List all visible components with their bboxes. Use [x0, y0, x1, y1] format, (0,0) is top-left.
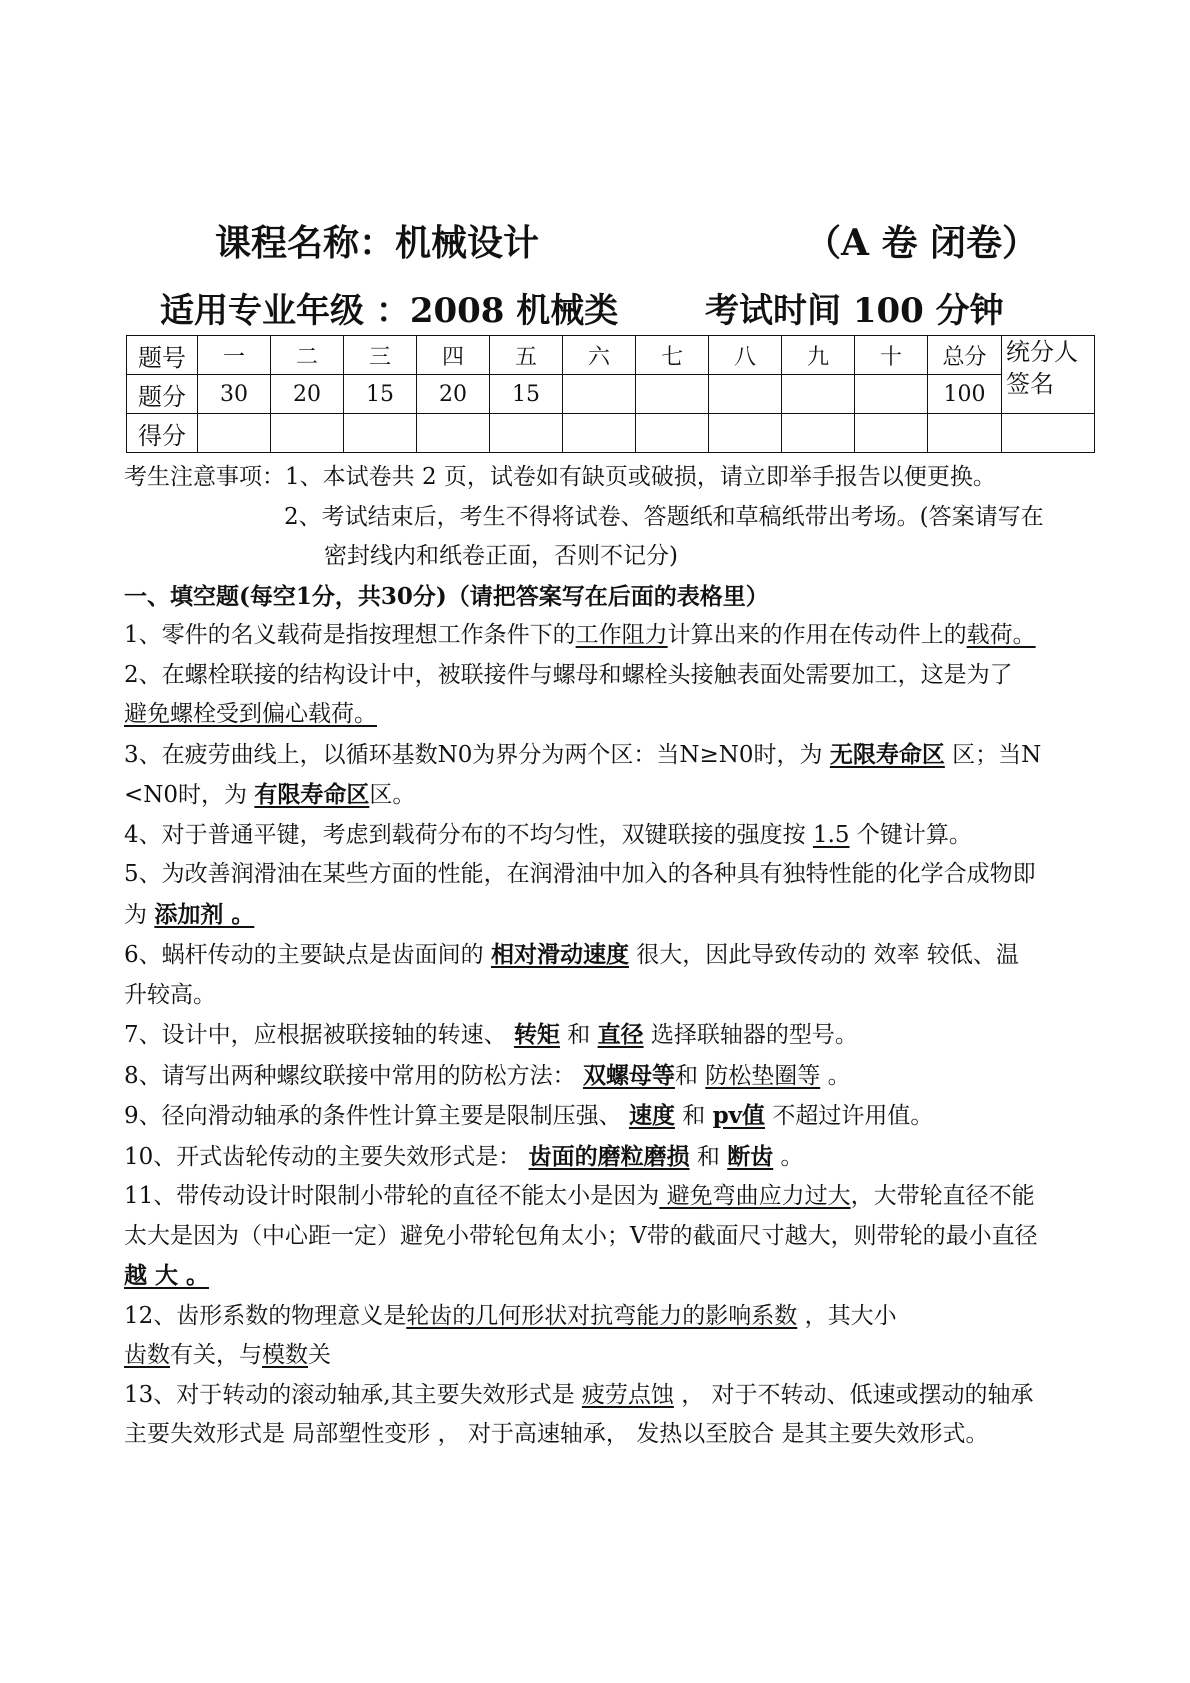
- question-11: [124, 1177, 1104, 1217]
- notice-line: 考生注意事项：1、本试卷共 2 页，试卷如有缺页或破损，请立即举手报告以便更换。: [124, 464, 996, 490]
- row-label: 题分: [127, 375, 198, 414]
- q-text: 和: [689, 1143, 728, 1170]
- question-9: [124, 1096, 1104, 1137]
- score-total-cell: [928, 414, 1002, 453]
- score-cell: [782, 414, 855, 453]
- q-text: 个键计算。: [849, 821, 972, 848]
- answer: 避免螺栓受到偏心载荷。: [124, 701, 377, 727]
- total-points: 100: [928, 375, 1002, 414]
- question-7: [124, 1015, 1104, 1056]
- question-number: 八: [709, 336, 782, 375]
- answer: 断齿: [727, 1142, 774, 1170]
- q-text: 计算出来的作用在传动件上的: [667, 622, 967, 648]
- score-table: [126, 335, 1095, 453]
- question-11-cont: [124, 1217, 1104, 1257]
- answer: 双螺母等: [582, 1061, 675, 1089]
- q-text: 8、请写出两种螺纹联接中常用的防松方法：: [124, 1062, 583, 1089]
- major-grade: 适用专业年级 ：2008 机械类: [160, 291, 619, 331]
- question-12-cont: [124, 1336, 1104, 1376]
- points-cell: [563, 375, 636, 414]
- score-cell: [490, 414, 563, 453]
- total-label: 总分: [928, 336, 1002, 375]
- points-cell: [636, 375, 709, 414]
- q-text: 升较高。: [124, 981, 216, 1008]
- q-text: 有关，与: [170, 1342, 262, 1368]
- answer: 轮齿的几何形状对抗弯能力的影响系数: [406, 1302, 798, 1329]
- answer: 速度: [628, 1102, 675, 1129]
- score-cell: [855, 414, 928, 453]
- question-number: 七: [636, 336, 709, 375]
- question-6: [124, 935, 1104, 976]
- q-text: 。: [820, 1062, 851, 1089]
- q-text: 2、在螺栓联接的结构设计中，被联接件与螺母和螺栓头接触表面处需要加工，这是为了: [124, 661, 1013, 688]
- question-13-cont: [124, 1415, 1104, 1455]
- question-4: [124, 816, 1104, 856]
- question-3: [124, 735, 1104, 776]
- exam-time: 考试时间 100 分钟: [705, 291, 1004, 331]
- q-text: 不超过许用值。: [765, 1103, 934, 1129]
- signer-cell: [1002, 336, 1095, 414]
- answer: 越 大 。: [124, 1262, 210, 1289]
- question-1: [124, 616, 1104, 656]
- points-cell: [855, 375, 928, 414]
- q-text: 选择联轴器的型号。: [643, 1022, 858, 1048]
- question-number: 六: [563, 336, 636, 375]
- section-title: 一、填空题(每空1分，共30分)（请把答案写在后面的表格里）: [124, 582, 769, 610]
- q-text: <N0时，为: [124, 782, 255, 808]
- question-number: 九: [782, 336, 855, 375]
- question-13: [124, 1376, 1104, 1416]
- answer: 防松垫圈等: [705, 1062, 821, 1089]
- q-text: ，大带轮直径不能: [850, 1183, 1035, 1209]
- q-text: 3、在疲劳曲线上，以循环基数N0为界分为两个区：当N≥N0时，为: [124, 741, 830, 768]
- score-cell: [271, 414, 344, 453]
- q-text: 12、齿形系数的物理意义是: [124, 1302, 407, 1329]
- q-text: 6、蜗杆传动的主要缺点是齿面间的: [124, 942, 491, 968]
- score-cell: [198, 414, 271, 453]
- signer-line2: 签名: [1006, 370, 1054, 398]
- answer: 疲劳点蚀: [581, 1381, 674, 1408]
- question-11-cont2: [124, 1256, 1104, 1297]
- question-2: [124, 656, 1104, 696]
- signer-sign-cell: [1002, 414, 1095, 453]
- q-text: 太大是因为（中心距一定）避免小带轮包角太小；V带的截面尺寸越大，则带轮的最小直径: [124, 1222, 1038, 1249]
- q-text: 11、带传动设计时限制小带轮的直径不能太小是因为: [124, 1183, 660, 1209]
- course-title: [215, 215, 1038, 266]
- answer: 转矩: [513, 1021, 560, 1048]
- answer: 载荷。: [966, 622, 1036, 648]
- answer: 添加剂 。: [154, 900, 255, 928]
- notice-line: 2、考试结束后，考生不得将试卷、答题纸和草稿纸带出考场。(答案请写在: [284, 503, 1044, 530]
- answer: 1.5: [812, 821, 850, 848]
- q-text: 很大，因此导致传动的 效率 较低、温: [628, 942, 1019, 968]
- q-text: 7、设计中，应根据被联接轴的转速、: [124, 1022, 514, 1048]
- q-text: 4、对于普通平键，考虑到载荷分布的不均匀性，双键联接的强度按: [124, 821, 813, 848]
- answer: 模数: [262, 1342, 308, 1368]
- points-cell: [782, 375, 855, 414]
- q-text: 区；当N: [944, 741, 1042, 768]
- question-6-cont: [124, 976, 1104, 1016]
- answer: 有限寿命区: [254, 781, 370, 808]
- question-number: 四: [417, 336, 490, 375]
- question-8: [124, 1056, 1104, 1097]
- answer: 齿面的磨粒磨损: [528, 1142, 690, 1170]
- q-text: 为: [124, 901, 155, 928]
- row-label: 得分: [127, 414, 198, 453]
- q-text: 区。: [369, 782, 416, 808]
- points-cell: [709, 375, 782, 414]
- exam-info: [160, 283, 1060, 332]
- question-number: 五: [490, 336, 563, 375]
- question-5: [124, 855, 1104, 895]
- score-cell: [709, 414, 782, 453]
- question-5-cont: [124, 895, 1104, 936]
- points-cell: 20: [271, 375, 344, 414]
- question-10: [124, 1137, 1104, 1178]
- points-cell: 15: [490, 375, 563, 414]
- q-text: 10、开式齿轮传动的主要失效形式是：: [124, 1143, 529, 1170]
- question-number: 十: [855, 336, 928, 375]
- answer: pv值: [712, 1102, 766, 1129]
- q-text: 13、对于转动的滚动轴承,其主要失效形式是: [124, 1381, 582, 1408]
- question-12: [124, 1297, 1104, 1337]
- score-row-earned: [127, 414, 1095, 453]
- q-text: 1、零件的名义载荷是指按理想工作条件下的: [124, 622, 576, 648]
- points-cell: 20: [417, 375, 490, 414]
- q-text: 5、为改善润滑油在某些方面的性能，在润滑油中加入的各种具有独特性能的化学合成物即: [124, 861, 1036, 887]
- score-cell: [636, 414, 709, 453]
- course-name: 课程名称：机械设计: [215, 222, 540, 264]
- answer: 相对滑动速度: [490, 941, 629, 968]
- notice-line: 密封线内和纸卷正面，否则不记分): [324, 543, 678, 569]
- question-number: 三: [344, 336, 417, 375]
- q-text: 。: [773, 1143, 804, 1170]
- score-cell: [344, 414, 417, 453]
- row-label: 题号: [127, 336, 198, 375]
- question-number: 二: [271, 336, 344, 375]
- q-text: 和: [674, 1062, 706, 1089]
- answer: 直径: [597, 1021, 644, 1048]
- q-text: 关: [308, 1342, 331, 1368]
- score-cell: [563, 414, 636, 453]
- signer-line1: 统分人: [1006, 338, 1078, 366]
- question-3-cont: [124, 775, 1104, 816]
- score-cell: [417, 414, 490, 453]
- q-text: 和: [559, 1022, 598, 1048]
- q-text: 和: [674, 1103, 713, 1129]
- answer: 齿数: [124, 1342, 170, 1368]
- answer: 工作阻力: [575, 622, 668, 648]
- points-cell: 30: [198, 375, 271, 414]
- exam-body: [124, 458, 1104, 1455]
- answer: 避免弯曲应力过大: [659, 1183, 851, 1209]
- paper-type: （A 卷 闭卷）: [805, 222, 1038, 264]
- question-number: 一: [198, 336, 271, 375]
- q-text: ， 对于不转动、低速或摆动的轴承: [673, 1381, 1034, 1408]
- question-2-cont: [124, 695, 1104, 735]
- answer: 无限寿命区: [829, 740, 945, 768]
- q-text: 9、径向滑动轴承的条件性计算主要是限制压强、: [124, 1103, 629, 1129]
- score-row-points: [127, 375, 1095, 414]
- score-row-number: [127, 336, 1095, 375]
- points-cell: 15: [344, 375, 417, 414]
- q-text: ，其大小: [797, 1302, 897, 1329]
- q-text: 主要失效形式是 局部塑性变形 ， 对于高速轴承， 发热以至胶合 是其主要失效形式。: [124, 1421, 989, 1447]
